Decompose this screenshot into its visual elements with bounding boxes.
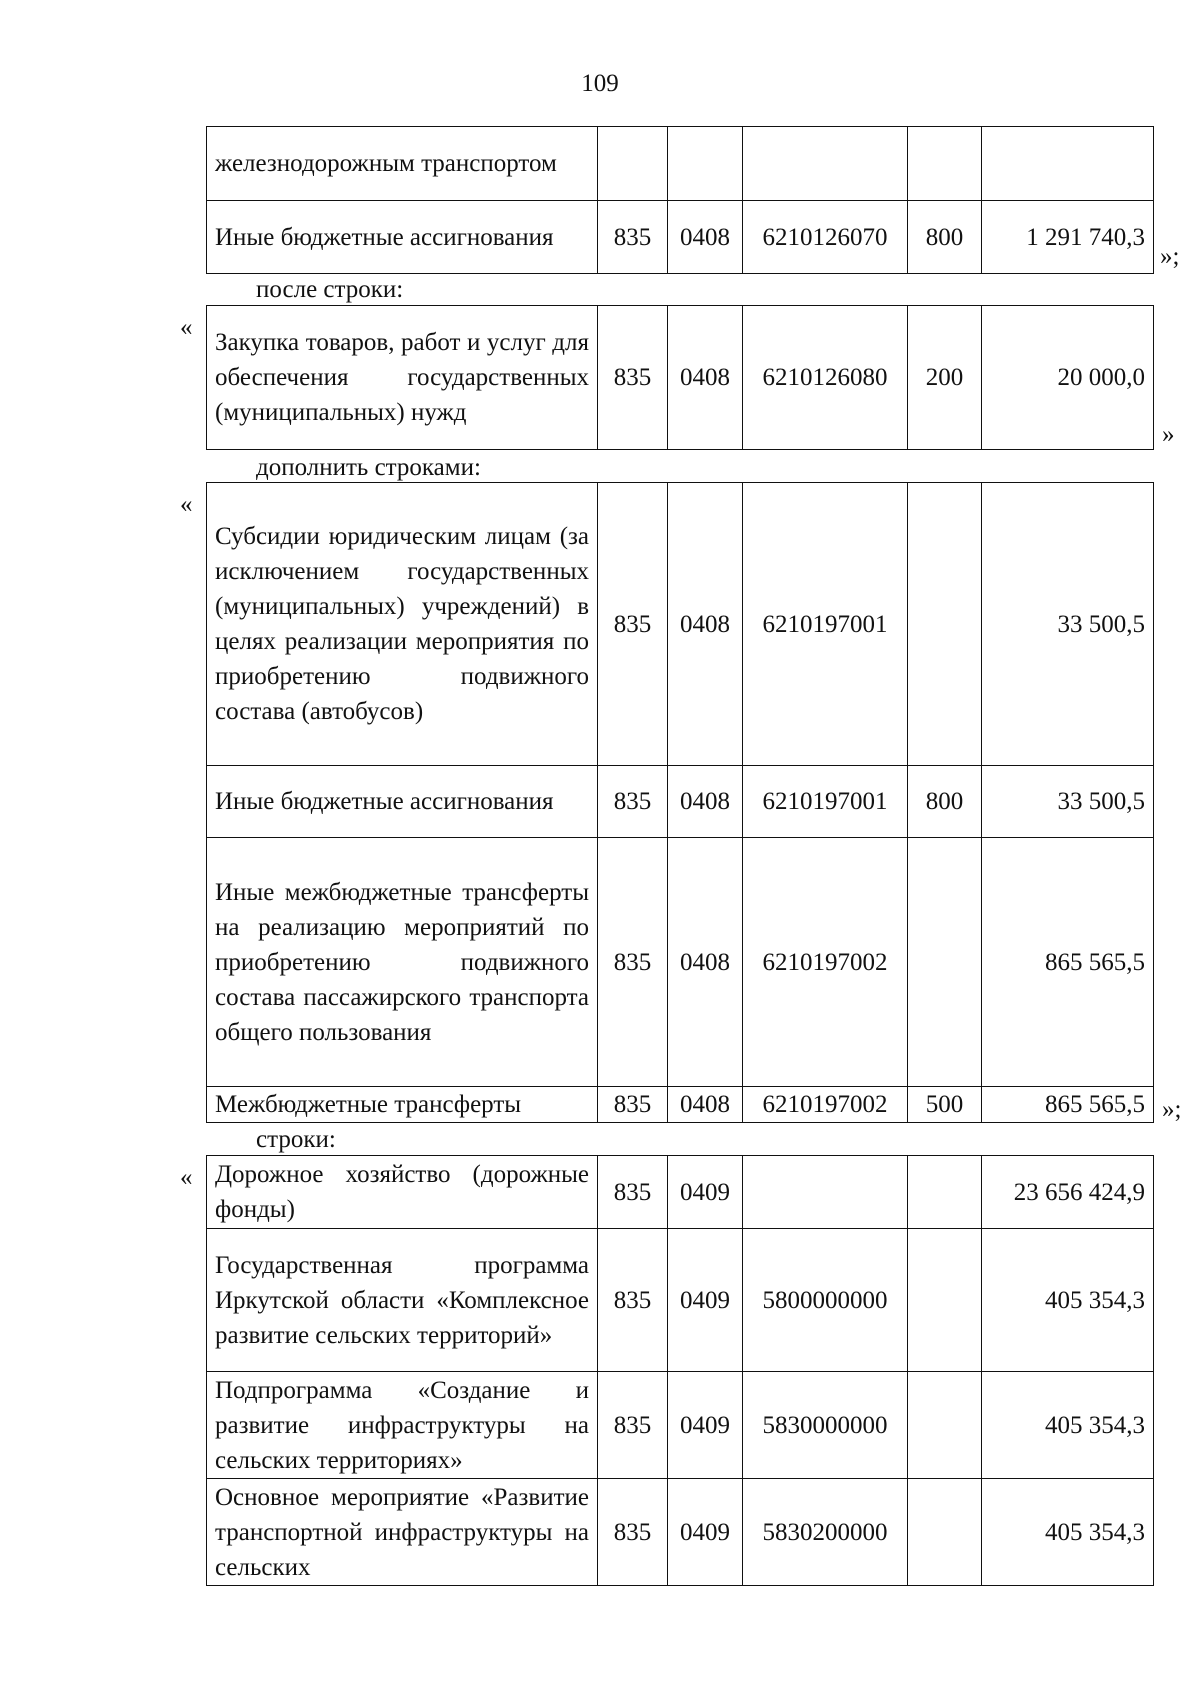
table-row <box>207 1087 1154 1123</box>
budget-table-3 <box>206 482 1154 1123</box>
admin-code: 835 <box>598 1087 668 1123</box>
admin-code: 835 <box>598 1479 668 1586</box>
instruction-text: дополнить строками: <box>256 454 481 481</box>
opening-quote: « <box>180 1164 193 1191</box>
expense-kind-code <box>908 127 982 201</box>
section-code: 0408 <box>668 1087 743 1123</box>
amount: 33 500,5 <box>982 766 1154 838</box>
amount: 865 565,5 <box>982 1087 1154 1123</box>
table-row <box>207 1229 1154 1372</box>
admin-code: 835 <box>598 201 668 274</box>
expense-name: Иные межбюджетные трансферты на реализацию мероприятий по приобретению подвижного состава пассажирского транспорта общего пользования <box>207 838 598 1087</box>
amount: 20 000,0 <box>982 306 1154 450</box>
amount: 405 354,3 <box>982 1229 1154 1372</box>
table-row <box>207 838 1154 1087</box>
amount: 23 656 424,9 <box>982 1156 1154 1229</box>
expense-kind-code <box>908 1156 982 1229</box>
opening-quote: « <box>180 491 193 518</box>
table-row <box>207 1372 1154 1479</box>
budget-table-4 <box>206 1155 1154 1586</box>
target-code: 6210197001 <box>743 766 908 838</box>
instruction-text: после строки: <box>256 276 404 303</box>
table-row <box>207 1479 1154 1586</box>
closing-quote: »; <box>1160 243 1180 270</box>
expense-kind-code <box>908 1479 982 1586</box>
budget-table-2 <box>206 305 1154 450</box>
section-code: 0408 <box>668 306 743 450</box>
expense-kind-code <box>908 838 982 1087</box>
target-code: 6210126070 <box>743 201 908 274</box>
admin-code: 835 <box>598 838 668 1087</box>
target-code <box>743 1156 908 1229</box>
section-code: 0409 <box>668 1156 743 1229</box>
target-code: 6210126080 <box>743 306 908 450</box>
amount: 405 354,3 <box>982 1479 1154 1586</box>
admin-code: 835 <box>598 1372 668 1479</box>
amount: 865 565,5 <box>982 838 1154 1087</box>
section-code: 0408 <box>668 201 743 274</box>
instruction-text: строки: <box>256 1126 336 1153</box>
expense-kind-code: 800 <box>908 766 982 838</box>
admin-code <box>598 127 668 201</box>
amount <box>982 127 1154 201</box>
expense-name: Закупка товаров, работ и услуг для обеспечения государственных (муниципальных) нужд <box>207 306 598 450</box>
budget-table-1 <box>206 126 1154 274</box>
section-code: 0409 <box>668 1479 743 1586</box>
expense-name: Субсидии юридическим лицам (за исключением государственных (муниципальных) учреждений) в целях реализации мероприятия по приобретению подвижного состава (автобусов) <box>207 483 598 766</box>
expense-kind-code <box>908 1372 982 1479</box>
opening-quote: « <box>180 314 193 341</box>
amount: 405 354,3 <box>982 1372 1154 1479</box>
expense-name: Государственная программа Иркутской области «Комплексное развитие сельских территорий» <box>207 1229 598 1372</box>
expense-kind-code <box>908 1229 982 1372</box>
table-row <box>207 127 1154 201</box>
amount: 33 500,5 <box>982 483 1154 766</box>
expense-kind-code: 800 <box>908 201 982 274</box>
table-row <box>207 1156 1154 1229</box>
expense-name: Межбюджетные трансферты <box>207 1087 598 1123</box>
section-code: 0408 <box>668 838 743 1087</box>
admin-code: 835 <box>598 1229 668 1372</box>
expense-name: Иные бюджетные ассигнования <box>207 201 598 274</box>
expense-name: Подпрограмма «Создание и развитие инфраструктуры на сельских территориях» <box>207 1372 598 1479</box>
target-code: 6210197001 <box>743 483 908 766</box>
table-row <box>207 766 1154 838</box>
target-code: 5800000000 <box>743 1229 908 1372</box>
expense-name: Иные бюджетные ассигнования <box>207 766 598 838</box>
section-code: 0409 <box>668 1229 743 1372</box>
expense-name: железнодорожным транспортом <box>207 127 598 201</box>
admin-code: 835 <box>598 1156 668 1229</box>
section-code <box>668 127 743 201</box>
admin-code: 835 <box>598 766 668 838</box>
target-code: 6210197002 <box>743 1087 908 1123</box>
table-row <box>207 306 1154 450</box>
closing-quote: » <box>1162 421 1175 448</box>
table-row <box>207 201 1154 274</box>
section-code: 0408 <box>668 483 743 766</box>
admin-code: 835 <box>598 483 668 766</box>
expense-kind-code: 200 <box>908 306 982 450</box>
target-code <box>743 127 908 201</box>
expense-kind-code: 500 <box>908 1087 982 1123</box>
closing-quote: »; <box>1162 1096 1182 1123</box>
page-number: 109 <box>581 70 619 97</box>
admin-code: 835 <box>598 306 668 450</box>
expense-name: Дорожное хозяйство (дорожные фонды) <box>207 1156 598 1229</box>
section-code: 0408 <box>668 766 743 838</box>
expense-name: Основное мероприятие «Развитие транспортной инфраструктуры на сельских <box>207 1479 598 1586</box>
table-row <box>207 483 1154 766</box>
target-code: 6210197002 <box>743 838 908 1087</box>
amount: 1 291 740,3 <box>982 201 1154 274</box>
target-code: 5830000000 <box>743 1372 908 1479</box>
target-code: 5830200000 <box>743 1479 908 1586</box>
expense-kind-code <box>908 483 982 766</box>
section-code: 0409 <box>668 1372 743 1479</box>
